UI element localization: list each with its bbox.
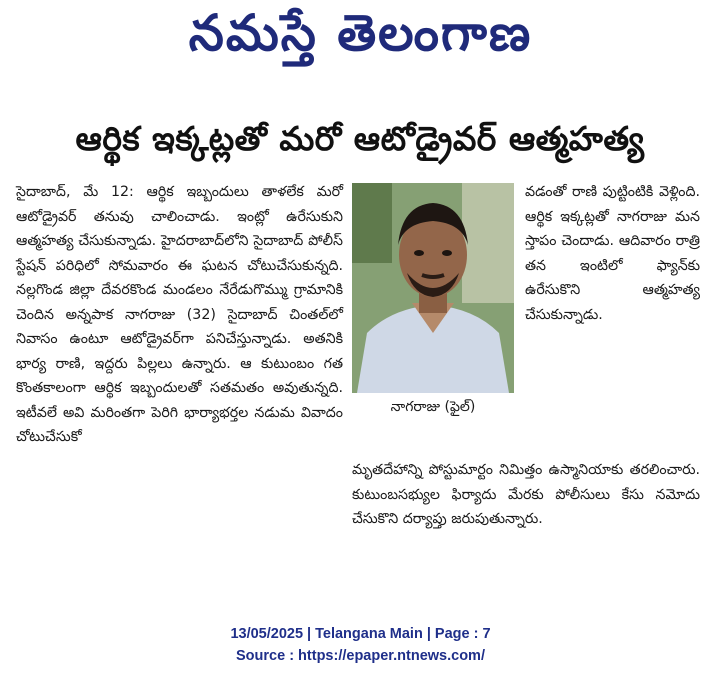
photo-box: [352, 183, 514, 445]
footer-date-line: 13/05/2025 | Telangana Main | Page : 7: [230, 626, 491, 642]
left-column-text: సైదాబాద్, మే 12: ఆర్థిక ఇబ్బందులు తాళలేక మరో ఆటోడ్రైవర్ తనువు చాలించాడు. ఇంట్లో ఉరేసుకుని ఆత్మహత్య చేసుకున్నాడు. హైదరాబాద్‌లోని సైదాబాద్ పోలీస్ స్టేషన్ పరిధిలో సోమవారం ఈ ఘటన చోటుచేసుకున్నది. నల్లగొండ జిల్లా దేవరకొండ మండలం నేరేడుగొమ్ము గ్రామానికి చెందిన అన్నపాక నాగరాజు (32) సైదాబాద్ చింతల్‌లో నివాసం ఉంటూ ఆటోడ్రైవర్‌గా పనిచేస్తున్నాడు. అతనికి భార్య రాణి, ఇద్దరు పిల్లలు ఉన్నారు. ఆ కుటుంబం గత కొంతకాలంగా ఆర్థిక ఇబ్బందులతో సతమతం అవుతున్నది. ఇటీవలే అవి మరింతగా పెరిగి భార్యాభర్తల నడుమ వివాదం చోటుచేసుకో: [16, 184, 343, 445]
newspaper-masthead: [0, 4, 721, 74]
footer-source-line: Source : https://epaper.ntnews.com/: [236, 648, 485, 664]
page-footer: [0, 623, 721, 667]
article-right-column-bottom: [352, 458, 700, 532]
article-right-column-top: [525, 180, 700, 327]
right-column-bottom-text: మృతదేహాన్ని పోస్టుమార్టం నిమిత్తం ఉస్మానియాకు తరలించారు. కుటుంబసభ్యుల ఫిర్యాదు మేరకు పోలీసులు కేసు నమోదు చేసుకొని దర్యాప్తు జరుపుతున్నారు.: [352, 462, 700, 527]
article-headline: [30, 112, 690, 172]
person-photo: [352, 183, 514, 393]
photo-caption: నాగరాజు (ఫైల్): [390, 398, 476, 415]
headline-text: ఆర్థిక ఇక్కట్లతో మరో ఆటోడ్రైవర్ ఆత్మహత్య: [75, 118, 645, 158]
person-photo-image: [352, 183, 514, 393]
right-column-top-text: వడంతో రాణి పుట్టింటికి వెళ్లింది. ఆర్థిక ఇక్కట్లతో నాగరాజు మన స్తాపం చెందాడు. ఆదివారం రాత్రి తన ఇంటిలో ఫ్యాన్‌కు ఉరేసుకొని ఆత్మహత్య చేసుకున్నాడు.: [525, 184, 700, 323]
masthead-title: నమస్తే తెలంగాణ: [188, 3, 533, 62]
article-left-column: [16, 180, 343, 450]
